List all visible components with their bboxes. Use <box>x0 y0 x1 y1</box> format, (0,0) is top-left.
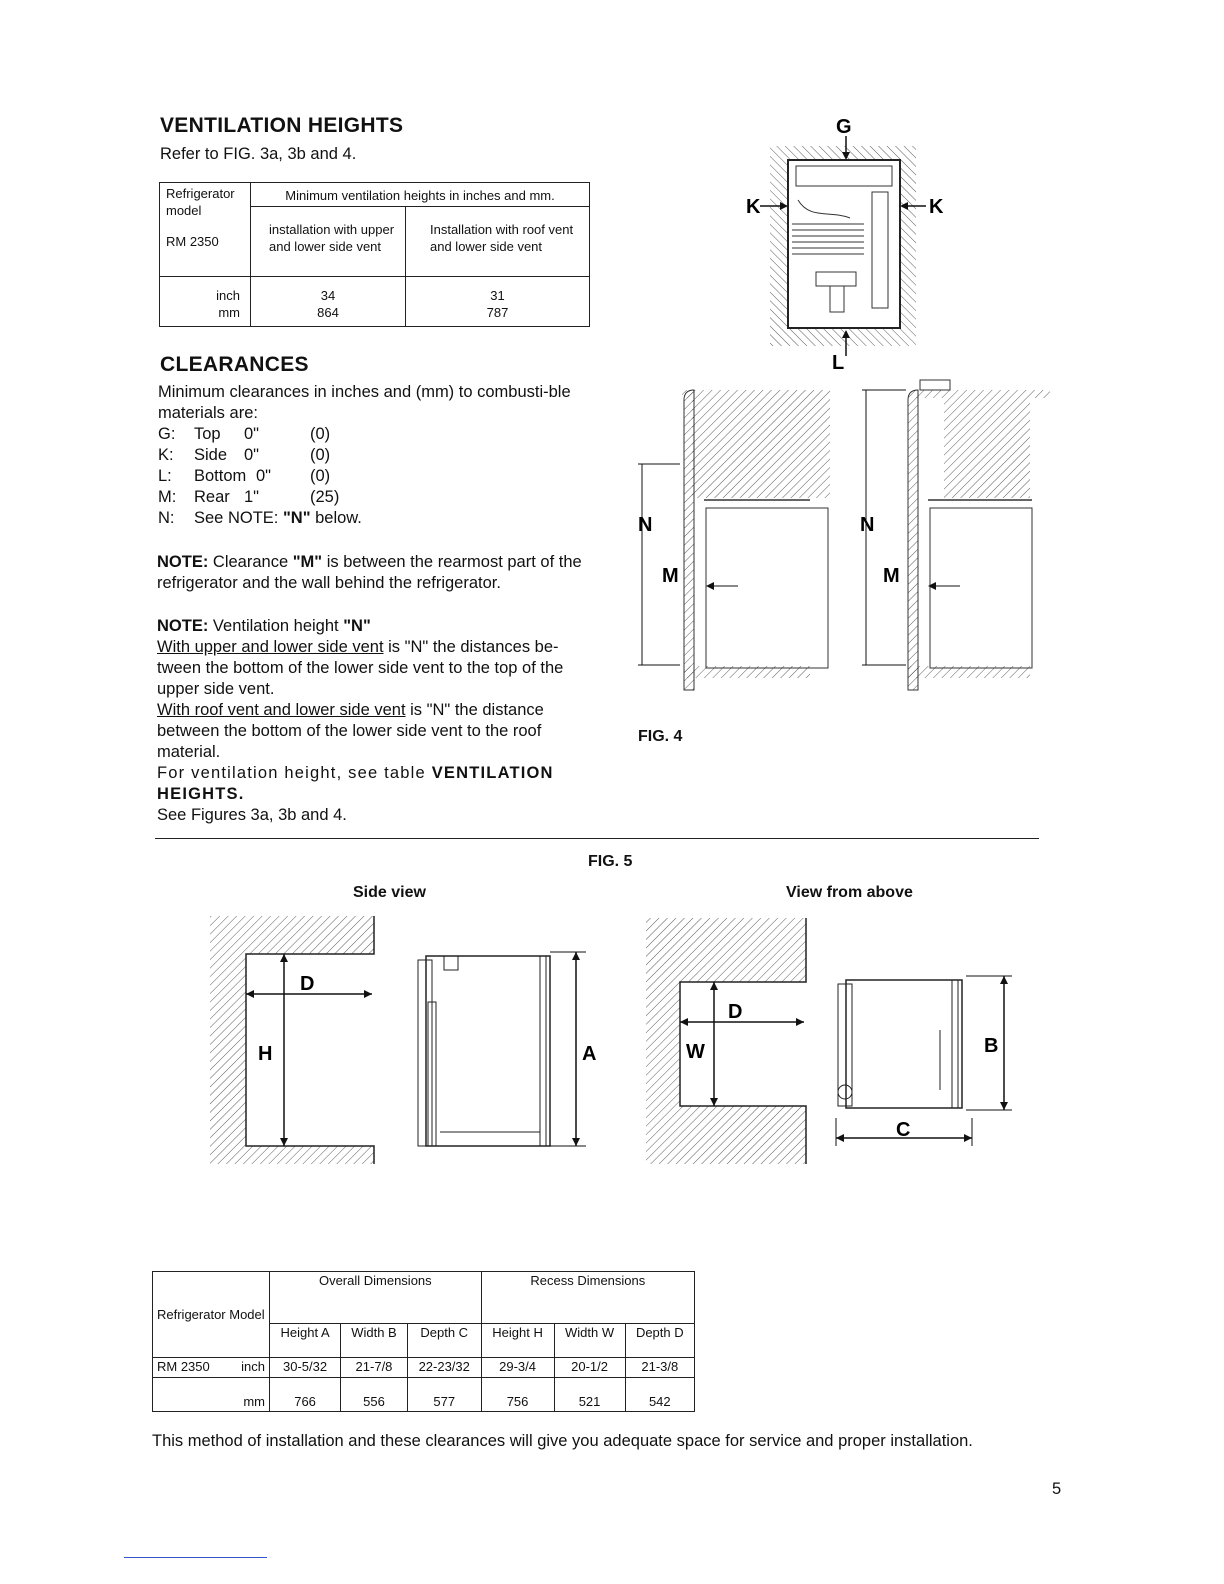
label-g: G <box>836 116 852 138</box>
bottom-rule <box>124 1557 267 1558</box>
label-w: W <box>686 1041 705 1063</box>
note-m-text2: is between the rearmost part of the refrigerator and the wall behind the refrigerator. <box>157 553 582 592</box>
clearance-mm: (0) <box>310 446 331 464</box>
clearance-mm: (0) <box>310 425 331 443</box>
vt-model: RM 2350 <box>166 234 219 249</box>
ventilation-heading: VENTILATION HEIGHTS <box>160 114 404 137</box>
clearance-key: K: <box>158 446 174 464</box>
side-view-fridge <box>418 952 586 1146</box>
fig4-side-vent-drawing <box>638 390 830 690</box>
vt-span-header: Minimum ventilation heights in inches and mm. <box>251 183 590 207</box>
label-m-left: M <box>662 565 679 587</box>
label-n-left: N <box>638 514 653 536</box>
clearance-row-top <box>158 424 362 445</box>
clearance-row-side <box>158 445 362 466</box>
fig5-view-above-label: View from above <box>786 884 913 901</box>
dt-cell: 756 <box>481 1378 554 1412</box>
note-n <box>157 616 591 826</box>
dt-row-inch <box>153 1358 695 1378</box>
label-l: L <box>832 352 845 374</box>
clearance-n-text: See NOTE: <box>194 509 283 527</box>
vt-unit-inch: inch <box>216 288 240 303</box>
side-view-recess <box>210 916 374 1164</box>
vt-model-header: Refrigerator model <box>166 186 235 218</box>
label-b: B <box>984 1035 999 1057</box>
note-n-p2-text: is "N" the distance between the bottom of the lower side vent to the roof material. <box>157 701 544 761</box>
label-d-side: D <box>300 973 315 995</box>
clearance-inch: 1" <box>244 488 260 506</box>
clearance-n-bold: "N" <box>282 509 311 527</box>
clearance-n-tail: below. <box>310 509 362 527</box>
clearance-key: M: <box>158 488 177 506</box>
dt-cell: 29-3/4 <box>481 1358 554 1378</box>
fig4-roof-vent-drawing <box>862 380 1050 690</box>
label-n-right: N <box>860 514 875 536</box>
clearance-name: Rear <box>194 488 230 506</box>
note-n-p3 <box>157 763 591 805</box>
clearance-row-bottom <box>158 466 362 487</box>
clearance-name: Bottom <box>194 467 247 485</box>
above-view-recess <box>646 918 806 1164</box>
footer-text: This method of installation and these clearances will give you adequate space for service and proper installation. <box>152 1432 973 1450</box>
label-k-left: K <box>746 196 761 218</box>
dt-row-mm <box>153 1378 695 1412</box>
fig5-drawing <box>200 910 1030 1170</box>
clearance-name: Side <box>194 446 228 464</box>
clearance-key: G: <box>158 425 176 443</box>
ventilation-refer: Refer to FIG. 3a, 3b and 4. <box>160 145 357 163</box>
page-number: 5 <box>1052 1480 1062 1498</box>
clearance-key: L: <box>158 467 172 485</box>
dt-unit-inch: inch <box>241 1359 265 1374</box>
note-n-label: NOTE: <box>157 617 209 635</box>
vt-unit-mm: mm <box>218 305 240 320</box>
dt-col-height-h: Height H <box>481 1324 554 1358</box>
clearance-inch: 0" <box>244 425 260 443</box>
above-view-fridge <box>836 976 1012 1146</box>
label-m-right: M <box>883 565 900 587</box>
dt-col-width-b: Width B <box>341 1324 408 1358</box>
recess-front-view <box>760 136 926 356</box>
dt-cell: 20-1/2 <box>554 1358 625 1378</box>
note-m-text1: Clearance <box>208 553 293 571</box>
clearance-mm: (25) <box>310 488 340 506</box>
note-n-p4: See Figures 3a, 3b and 4. <box>157 806 347 824</box>
label-c: C <box>896 1119 911 1141</box>
fig4-caption: FIG. 4 <box>638 728 683 745</box>
label-h: H <box>258 1043 273 1065</box>
fig5-caption: FIG. 5 <box>588 853 633 870</box>
clearance-row-rear <box>158 487 362 508</box>
note-m-bold: "M" <box>292 553 323 571</box>
vt-col3-header: Installation with roof vent and lower side vent <box>406 207 590 277</box>
clearance-mm: (0) <box>310 467 331 485</box>
note-n-title-bold: "N" <box>343 617 371 635</box>
note-n-p3-bold: VENTILATION HEIGHTS. <box>157 764 554 803</box>
vt-val-inch-1: 34 <box>320 288 336 303</box>
dt-col-depth-d: Depth D <box>625 1324 694 1358</box>
fig5-side-view-label: Side view <box>353 884 426 901</box>
clearance-inch: 0" <box>244 446 260 464</box>
dt-model: RM 2350 <box>157 1359 210 1374</box>
clearances-heading: CLEARANCES <box>160 353 309 376</box>
note-m <box>157 552 591 594</box>
section-divider <box>155 838 1039 839</box>
label-k-right: K <box>929 196 944 218</box>
clearance-key: N: <box>158 509 175 527</box>
label-a: A <box>582 1043 597 1065</box>
dt-cell: 22-23/32 <box>407 1358 481 1378</box>
note-n-title <box>157 616 591 637</box>
dt-cell: 542 <box>625 1378 694 1412</box>
fig4-drawing <box>620 100 1060 760</box>
dimensions-table <box>152 1271 695 1412</box>
dt-cell: 766 <box>270 1378 341 1412</box>
vt-val-mm-1: 864 <box>317 305 339 320</box>
ventilation-table <box>159 182 590 327</box>
label-d-above: D <box>728 1001 743 1023</box>
note-m-label: NOTE: <box>157 553 209 571</box>
clearances-intro: Minimum clearances in inches and (mm) to combusti-ble materials are: <box>158 383 571 422</box>
dt-col-width-w: Width W <box>554 1324 625 1358</box>
dt-recess-header: Recess Dimensions <box>481 1272 694 1324</box>
note-n-p2-underlined: With roof vent and lower side vent <box>157 701 406 719</box>
vt-col2-header: installation with upper and lower side vent <box>251 207 406 277</box>
clearance-inch: 0" <box>256 467 272 485</box>
clearance-row-n <box>158 508 362 529</box>
dt-overall-header: Overall Dimensions <box>270 1272 482 1324</box>
note-n-p1-text: is "N" the distances be-tween the bottom of the lower side vent to the top of the upper side vent. <box>157 638 564 698</box>
dt-cell: 21-7/8 <box>341 1358 408 1378</box>
dt-model-header: Refrigerator Model <box>153 1272 270 1358</box>
note-n-title-text: Ventilation height <box>208 617 344 635</box>
note-n-p1-underlined: With upper and lower side vent <box>157 638 384 656</box>
dt-cell: 521 <box>554 1378 625 1412</box>
dt-cell: 577 <box>407 1378 481 1412</box>
dt-col-depth-c: Depth C <box>407 1324 481 1358</box>
clearances-list <box>158 424 362 529</box>
dt-col-height-a: Height A <box>270 1324 341 1358</box>
vt-val-mm-2: 787 <box>486 305 509 320</box>
clearance-name: Top <box>194 425 221 443</box>
note-n-p1 <box>157 637 591 700</box>
dt-cell: 556 <box>341 1378 408 1412</box>
dt-unit-mm: mm <box>153 1378 270 1412</box>
vt-val-inch-2: 31 <box>490 288 505 303</box>
dt-cell: 21-3/8 <box>625 1358 694 1378</box>
dt-cell: 30-5/32 <box>270 1358 341 1378</box>
note-n-p2 <box>157 700 591 763</box>
note-n-p3-text: For ventilation height, see table <box>157 764 432 782</box>
